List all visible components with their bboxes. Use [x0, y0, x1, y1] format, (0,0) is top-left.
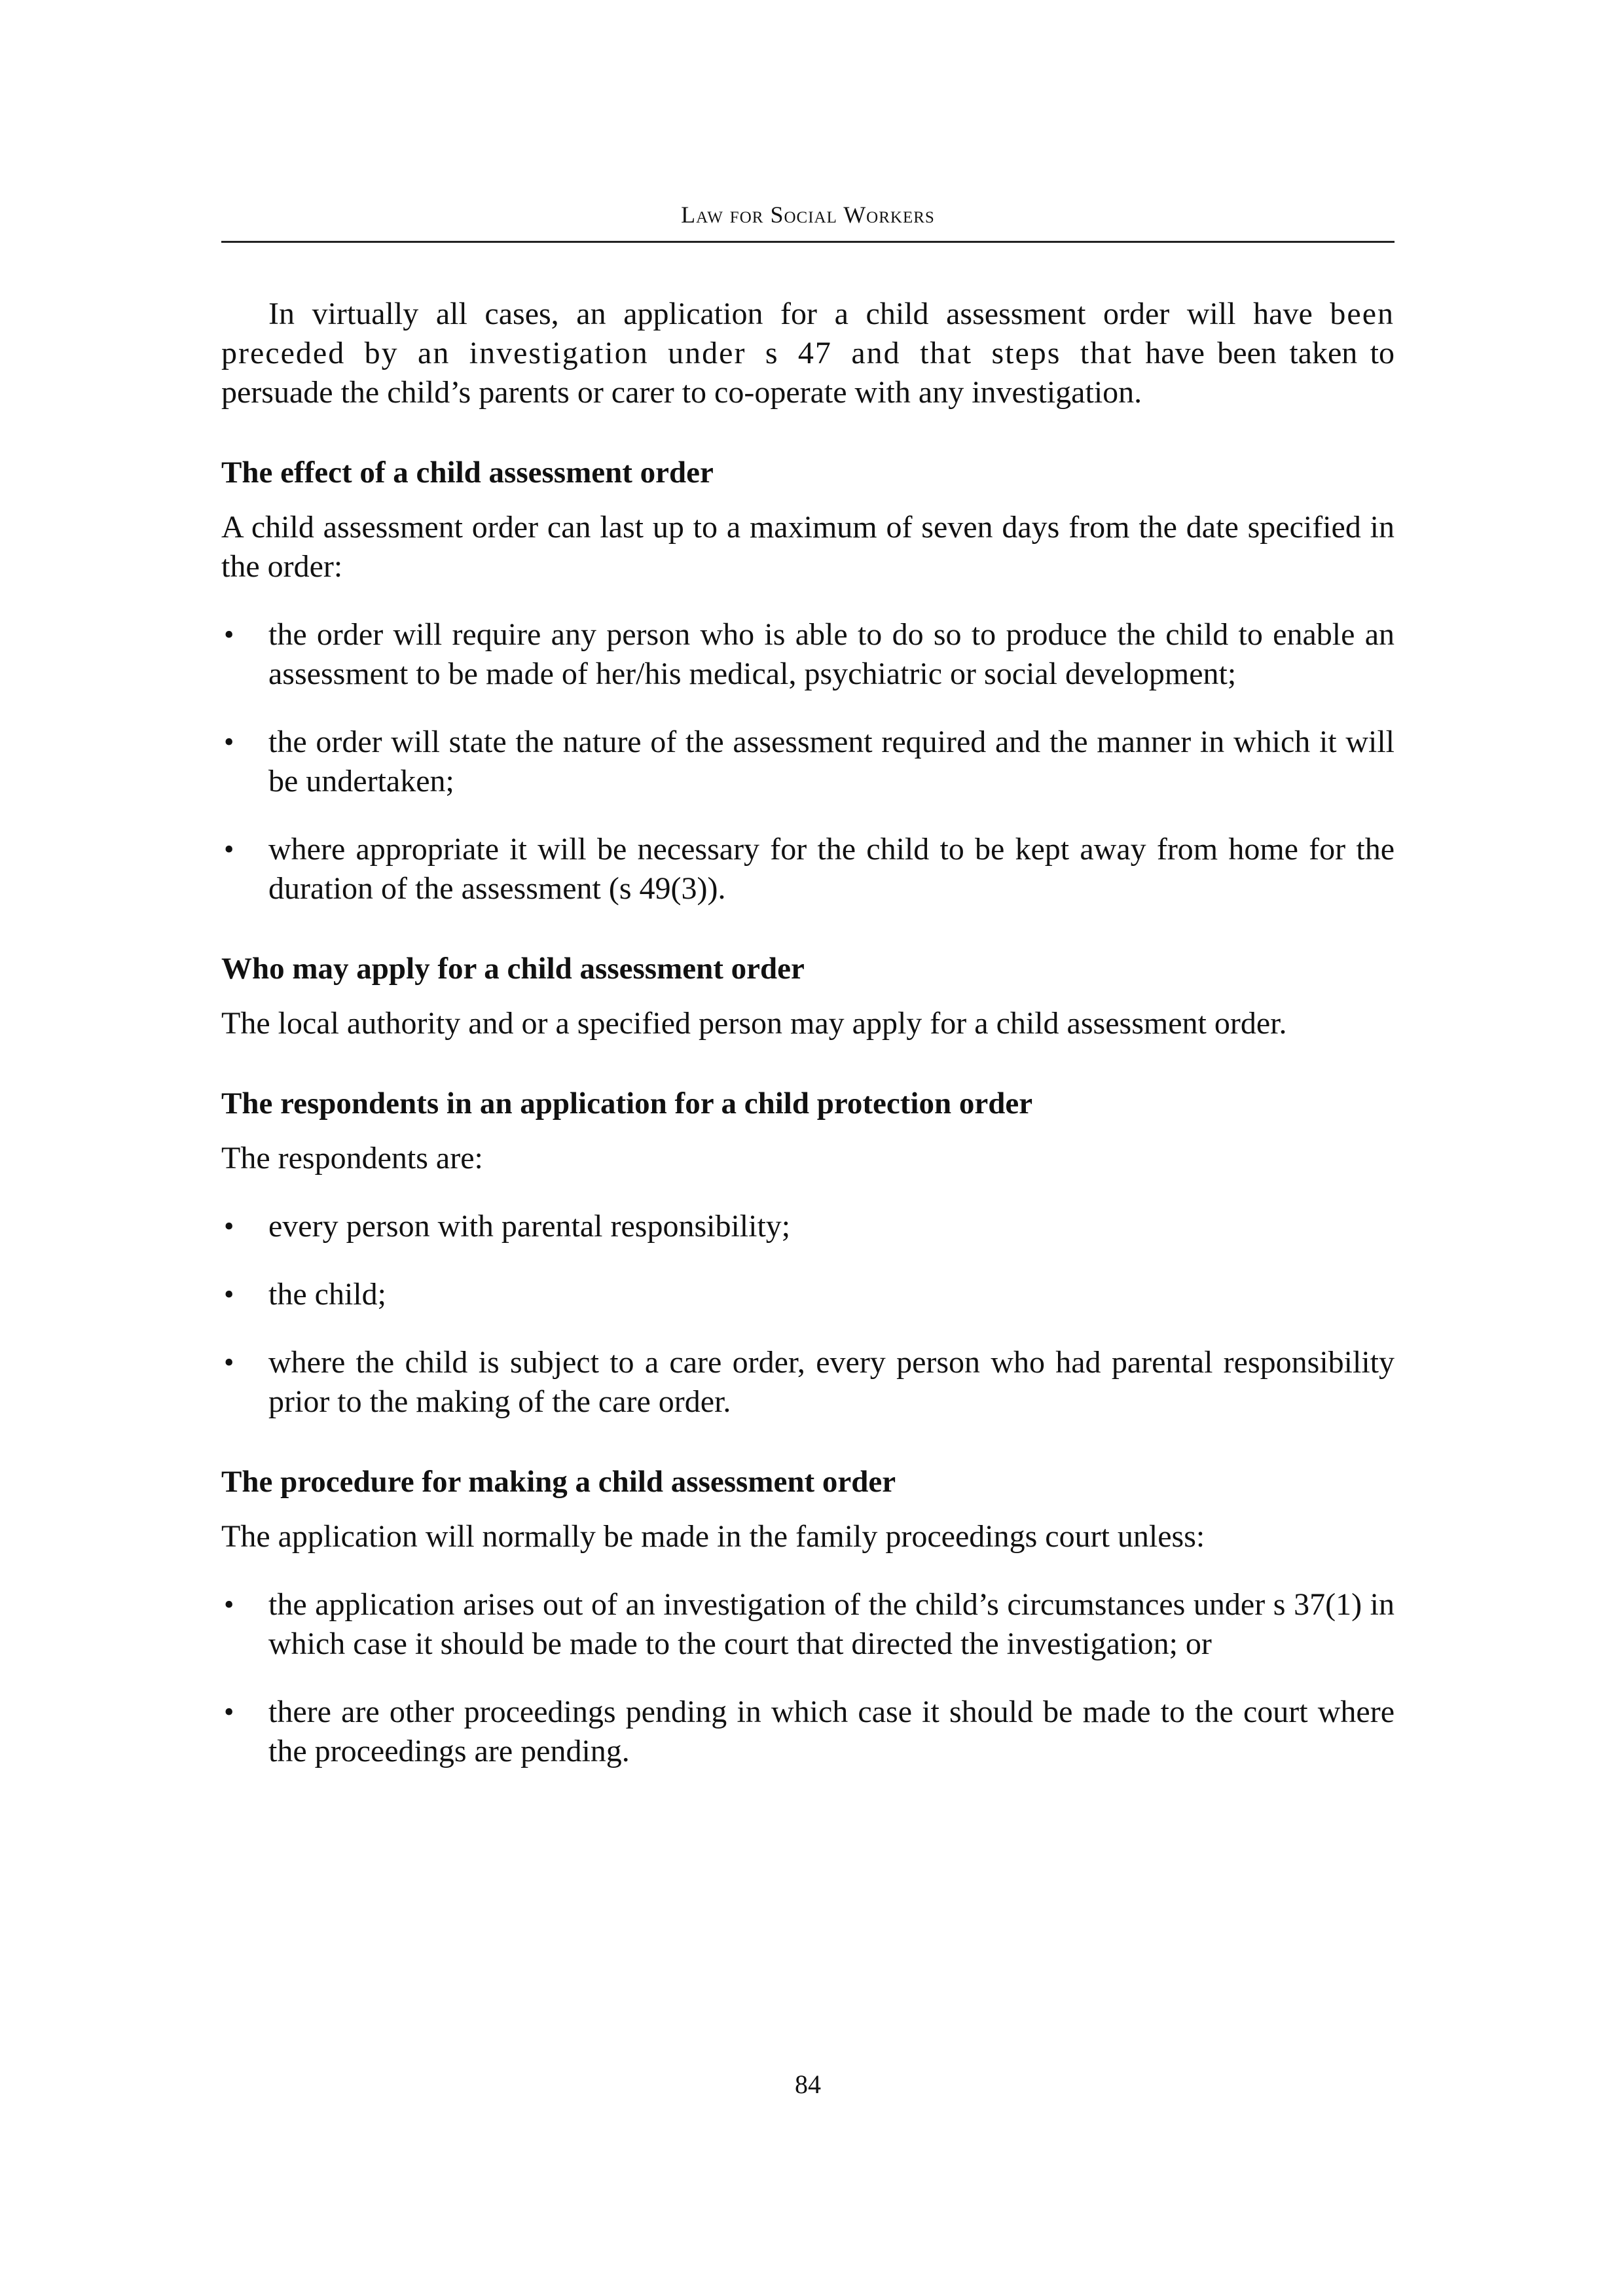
- list-item-text: where appropriate it will be necessary for the child to be kept away from home for the duration of the assessment (s 49(3)).: [268, 832, 1395, 906]
- intro-line-2: been preceded by an investigation under s 47 and that steps that: [221, 296, 1395, 370]
- list-item-text: there are other proceedings pending in which case it should be made to the court where the proceedings are pending.: [268, 1695, 1395, 1768]
- intro-paragraph: [221, 295, 1395, 412]
- document-page: [221, 0, 1395, 2296]
- bullet-icon: •: [224, 726, 234, 758]
- paragraph-procedure: The application will normally be made in the family proceedings court unless:: [221, 1519, 1205, 1554]
- heading-who-may-apply: Who may apply for a child assessment order: [221, 952, 805, 986]
- list-item-text: the application arises out of an investigation of the child’s circumstances under s 37(1) in which case it should be made to the court that directed the investigation; or: [268, 1587, 1395, 1661]
- list-item: [221, 1207, 1395, 1246]
- intro-line-1: In virtually all cases, an application for a child assessment order will have: [268, 296, 1313, 331]
- list-item-text: the child;: [268, 1277, 386, 1312]
- list-effect: [221, 615, 1395, 908]
- bullet-icon: •: [224, 619, 234, 651]
- list-item-text: where the child is subject to a care order, every person who had parental responsibility prior to the making of the care order.: [268, 1345, 1395, 1419]
- list-procedure: [221, 1585, 1395, 1771]
- bullet-icon: •: [224, 1278, 234, 1310]
- heading-respondents: The respondents in an application for a child protection order: [221, 1086, 1033, 1121]
- list-item: [221, 1585, 1395, 1664]
- bullet-icon: •: [224, 1588, 234, 1621]
- intro-line-3: have been taken to persuade the child’s parents or carer to co-operate with any investigation.: [221, 336, 1395, 410]
- running-header: Law for Social Workers: [681, 202, 935, 228]
- list-item-text: every person with parental responsibility;: [268, 1209, 791, 1244]
- paragraph-who-may-apply: The local authority and or a specified person may apply for a child assessment order.: [221, 1006, 1287, 1041]
- list-item-text: the order will require any person who is able to do so to produce the child to enable an assessment to be made of her/his medical, psychiatric or social development;: [268, 617, 1395, 691]
- list-item: [221, 1275, 1395, 1314]
- list-item-text: the order will state the nature of the assessment required and the manner in which it will be undertaken;: [268, 725, 1395, 798]
- list-item: [221, 830, 1395, 908]
- list-item: [221, 615, 1395, 694]
- paragraph-respondents: The respondents are:: [221, 1141, 483, 1175]
- heading-procedure: The procedure for making a child assessment order: [221, 1465, 896, 1499]
- list-item: [221, 1343, 1395, 1422]
- page-number: 84: [795, 2070, 821, 2099]
- header-rule: [221, 241, 1395, 243]
- bullet-icon: •: [224, 1696, 234, 1728]
- heading-effect: The effect of a child assessment order: [221, 456, 714, 490]
- list-item: [221, 1693, 1395, 1771]
- list-respondents: [221, 1207, 1395, 1422]
- page-body: [221, 295, 1395, 1771]
- list-item: [221, 723, 1395, 801]
- paragraph-effect: A child assessment order can last up to a maximum of seven days from the date specified in the order:: [221, 510, 1395, 584]
- bullet-icon: •: [224, 1346, 234, 1378]
- bullet-icon: •: [224, 833, 234, 865]
- bullet-icon: •: [224, 1210, 234, 1242]
